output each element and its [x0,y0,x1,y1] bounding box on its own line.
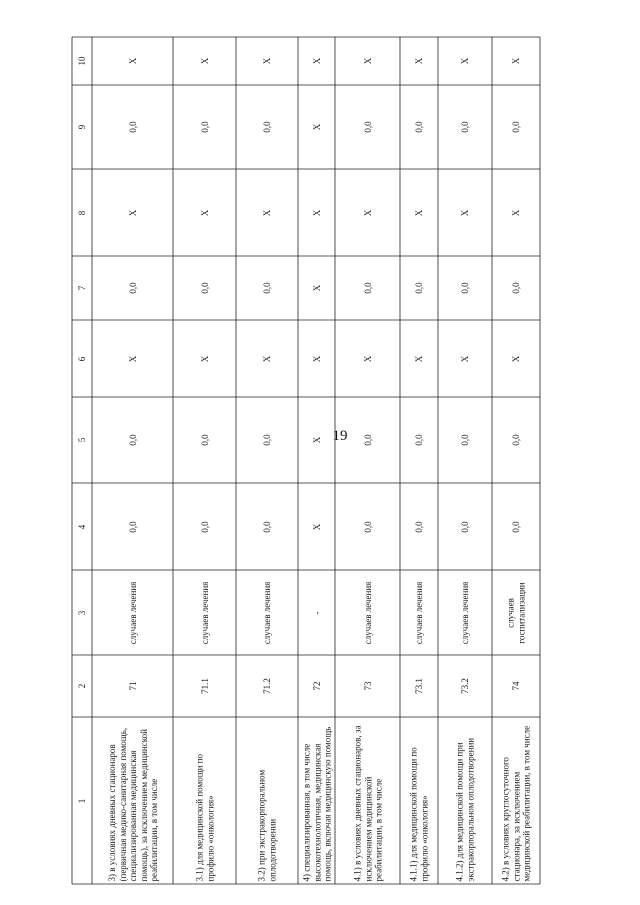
row-value: 0,0 [510,434,521,446]
row-value: Х [510,209,521,216]
row-value: Х [127,57,138,65]
row-value: Х [459,355,470,362]
table-cell [298,256,335,320]
row-name: 3.1) для медицинской помощи по профилю «онкология» [194,753,215,881]
row-unit: - [311,611,322,614]
table-cell [438,570,492,655]
table-cell [492,320,540,397]
table-cell [492,570,540,655]
column-number: 2 [76,683,87,689]
table-cell [298,320,335,397]
table-cell [400,256,438,320]
table-cell [298,169,335,256]
row-value: Х [199,57,210,65]
table-cell [400,655,438,717]
row-value: 0,0 [459,520,470,533]
table-cell [438,655,492,717]
row-value: Х [413,209,424,216]
column-number: 4 [76,524,87,529]
row-unit: случаев лечения [413,581,424,644]
row-value: Х [311,355,322,362]
row-value: 0,0 [362,121,373,133]
row-unit: случаев лечения [127,581,138,644]
table-cell [173,37,236,85]
row-value: Х [510,355,521,362]
table-cell [438,483,492,570]
row-value: 0,0 [127,121,138,133]
table-cell [236,256,298,320]
table-cell [335,169,400,256]
row-value: Х [362,209,373,216]
row-value: 0,0 [199,121,210,133]
table-cell [492,169,540,256]
table-cell [400,397,438,483]
row-value: Х [261,57,272,65]
table-cell [438,320,492,397]
row-unit: случаев госпитализации [505,581,526,644]
column-number: 7 [76,285,87,291]
column-number: 5 [76,437,87,443]
row-name: 4.1.2) для медицинской помощи при экстракорпоральном оплодотворении [454,737,475,881]
table-cell [335,570,400,655]
table-cell [438,256,492,320]
table-cell [236,397,298,483]
table-cell [400,570,438,655]
table-cell [335,85,400,169]
table-cell [173,256,236,320]
table-cell [236,655,298,717]
table-cell [236,85,298,169]
row-value: Х [261,355,272,362]
table-cell [400,169,438,256]
table-cell [236,169,298,256]
table-cell [438,169,492,256]
table-cell [173,397,236,483]
column-number: 8 [76,210,87,215]
table-cell [92,397,173,483]
header-cell [72,717,92,884]
row-value: 0,0 [510,282,521,294]
table-cell [298,483,335,570]
column-number: 3 [76,610,87,615]
table-cell [92,570,173,655]
row-value: 0,0 [459,121,470,133]
row-unit: случаев лечения [362,581,373,644]
header-cell [72,37,92,85]
row-value: 0,0 [127,434,138,446]
row-value: Х [311,209,322,216]
table-cell [400,37,438,85]
row-value: 0,0 [413,434,424,446]
row-value: Х [362,355,373,362]
row-value: 0,0 [510,121,521,133]
table-cell [492,256,540,320]
table-cell [92,655,173,717]
table-cell [173,320,236,397]
row-name: 4.1.1) для медицинской помощи по профилю «онкология» [408,746,429,881]
table-cell [335,37,400,85]
row-value: Х [311,284,322,292]
table-cell [92,37,173,85]
table-cell [173,483,236,570]
row-value: Х [413,57,424,65]
table-cell [438,37,492,85]
row-value: Х [362,57,373,65]
row-value: 0,0 [127,282,138,294]
row-value: 0,0 [261,434,272,446]
row-value: 0,0 [362,282,373,294]
header-cell [72,169,92,256]
row-unit: случаев лечения [261,581,272,644]
row-value: 0,0 [413,520,424,533]
column-number: 10 [76,56,87,66]
table-cell [173,85,236,169]
header-cell [72,483,92,570]
table-cell [236,483,298,570]
table-cell [400,483,438,570]
table-cell [92,85,173,169]
row-value: 0,0 [510,520,521,533]
table-cell [438,85,492,169]
table-cell [492,655,540,717]
row-name: 4.2) в условиях круглосуточного стационара, за исключением медицинской реабилитации, в том числе [500,725,532,881]
row-value: Х [199,355,210,362]
table-cell [298,655,335,717]
table-cell [298,85,335,169]
column-number: 9 [76,124,87,130]
table-cell [492,483,540,570]
table-cell [492,37,540,85]
row-value: Х [199,209,210,216]
table-cell [173,717,236,884]
table-cell [335,655,400,717]
row-value: Х [261,209,272,216]
row-value: Х [510,57,521,65]
table-cell [492,717,540,884]
row-value: 0,0 [413,121,424,133]
row-value: 0,0 [261,520,272,533]
row-value: 0,0 [199,434,210,446]
header-cell [72,570,92,655]
row-code: 73.2 [459,678,470,694]
row-value: Х [459,57,470,65]
header-cell [72,85,92,169]
row-code: 72 [311,681,322,691]
row-code: 71 [127,681,138,691]
row-value: 0,0 [199,282,210,294]
table-cell [335,483,400,570]
column-number: 6 [76,356,87,361]
row-name: 3.2) при экстракорпоральном оплодотворении [256,769,277,881]
table-cell [236,570,298,655]
table-cell [298,397,335,483]
table-cell [400,320,438,397]
row-value: Х [127,355,138,362]
table-cell [92,169,173,256]
table-cell [298,717,335,884]
row-value: Х [311,436,322,444]
table-cell [92,320,173,397]
row-unit: случаев лечения [459,581,470,644]
row-value: 0,0 [413,282,424,294]
row-name: 4.1) в условиях дневных стационаров, за исключением медицинской реабилитации, в том числе [351,725,383,881]
row-value: 0,0 [261,121,272,133]
row-unit: случаев лечения [199,581,210,644]
row-value: 0,0 [459,434,470,446]
row-value: Х [311,57,322,65]
table-cell [236,717,298,884]
row-value: 0,0 [362,434,373,446]
table-cell [92,256,173,320]
header-cell [72,320,92,397]
row-code: 71.1 [199,678,210,694]
row-value: 0,0 [199,520,210,533]
row-value: 0,0 [362,520,373,533]
table-cell [173,169,236,256]
row-name: 3) в условиях дневных стационаров (первичная медико-санитарная помощь, специализированная медицинская помощь), за исключением медицинской реабилитации, в том числе [106,727,159,881]
header-cell [72,397,92,483]
table-cell [92,717,173,884]
row-value: 0,0 [127,520,138,533]
table-cell [236,37,298,85]
row-code: 74 [510,681,521,691]
table-cell [335,320,400,397]
row-value: Х [127,209,138,216]
table-cell [438,397,492,483]
table-cell [298,37,335,85]
row-code: 73.1 [413,678,424,694]
row-value: Х [311,523,322,530]
row-value: Х [413,355,424,362]
row-name: 4) специализированная, в том числе высокотехнологичная, медицинская помощь, включая медицинскую помощь [300,726,332,881]
table-cell [236,320,298,397]
column-number: 1 [76,798,87,803]
row-code: 73 [362,681,373,691]
row-code: 71.2 [261,678,272,694]
table-cell [335,397,400,483]
table-cell [400,717,438,884]
table-cell [492,85,540,169]
table-cell [400,85,438,169]
table-cell [92,483,173,570]
table-cell [173,655,236,717]
table-cell [173,570,236,655]
table-cell [298,570,335,655]
row-value: 0,0 [261,282,272,294]
header-cell [72,256,92,320]
page-number: 19 [332,428,348,444]
row-value: Х [311,123,322,131]
table-cell [335,256,400,320]
table-cell [438,717,492,884]
table-cell [492,397,540,483]
header-cell [72,655,92,717]
row-value: 0,0 [459,282,470,294]
table-cell [335,717,400,884]
row-value: Х [459,209,470,216]
